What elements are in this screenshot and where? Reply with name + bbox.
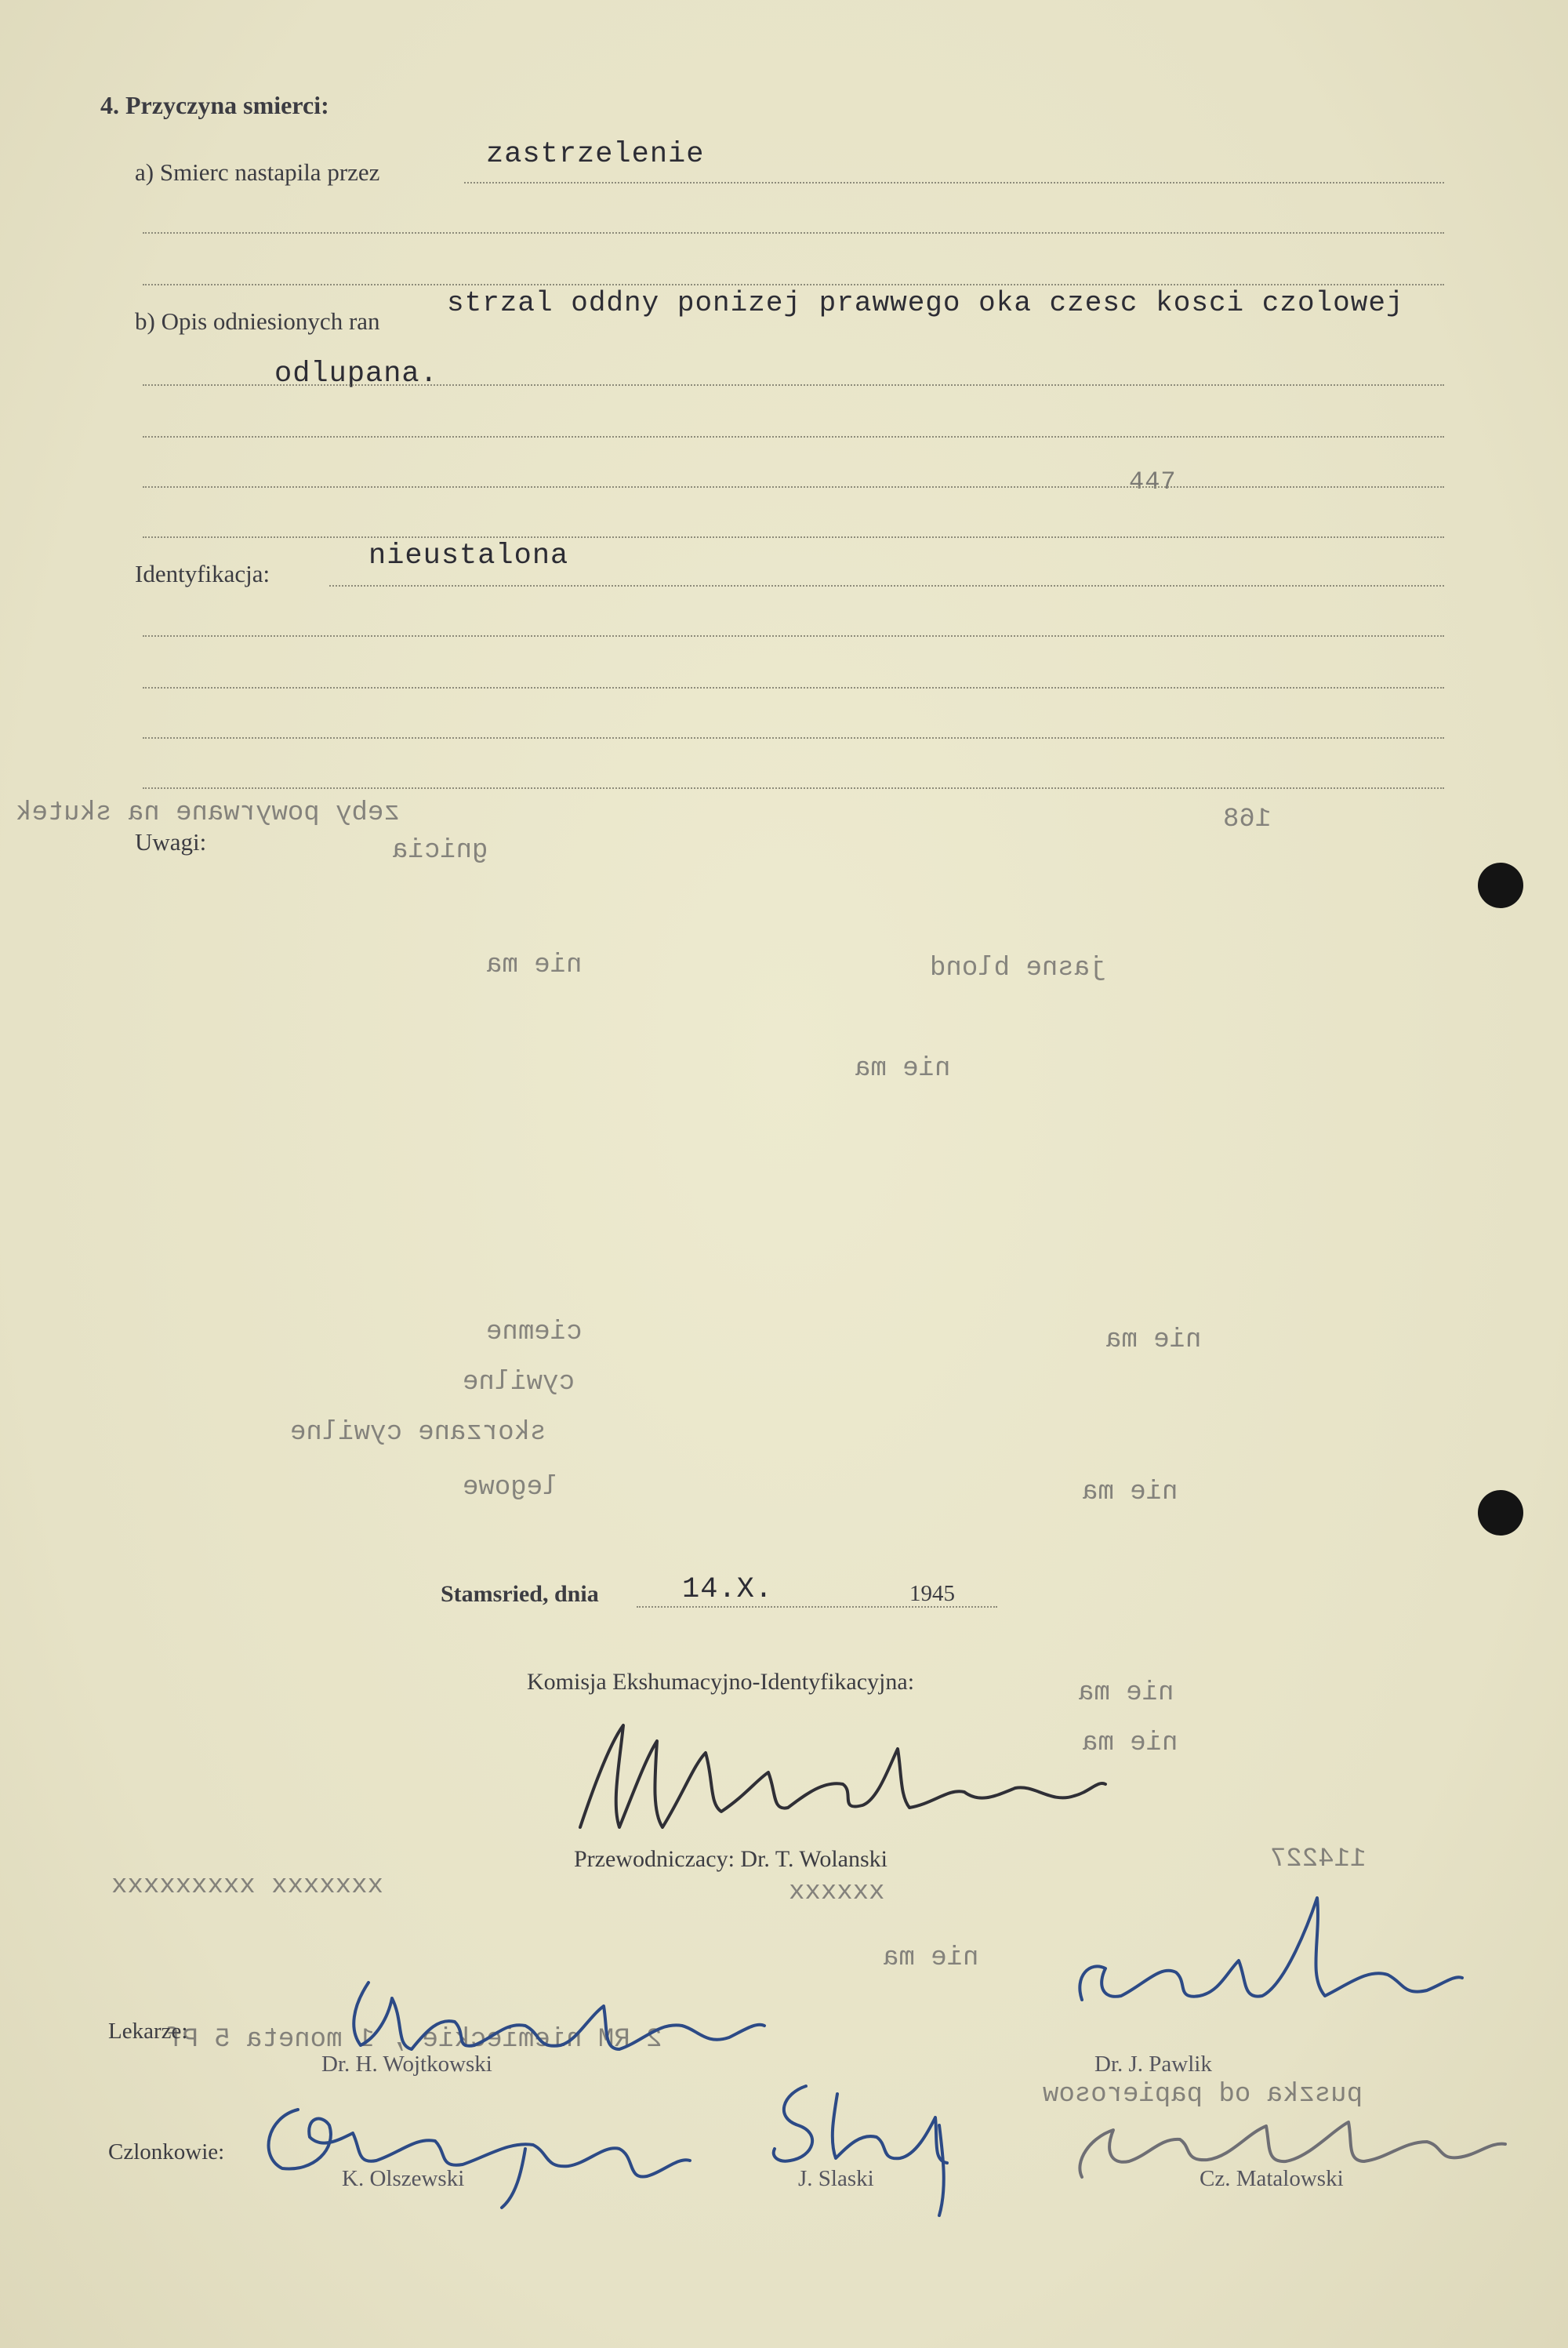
identification-label: Identyfikacja:	[135, 560, 270, 587]
margin-number-note: 447	[1129, 467, 1177, 496]
blank-line-3	[143, 436, 1444, 438]
doctor-2-signature	[1058, 1890, 1466, 2008]
doctor-2-name: Dr. J. Pawlik	[1094, 2052, 1212, 2077]
doctor-1-signature	[337, 1975, 776, 2061]
bleed-text-5b: nie ma	[1105, 1325, 1202, 1355]
punch-hole-top	[1478, 863, 1523, 908]
member-1-signature	[251, 2094, 721, 2212]
bleed-text-11a: xxxxxxx xxxxxxxxx	[111, 1871, 383, 1901]
cause-value: zastrzelenie	[486, 138, 705, 171]
bleed-text-4: nie ma	[855, 1054, 951, 1084]
cause-line	[464, 182, 1444, 184]
blank-line-5	[143, 536, 1444, 538]
doctor-1-name: Dr. H. Wojtkowski	[321, 2052, 492, 2077]
bleed-text-10: nie ma	[1082, 1728, 1178, 1758]
member-2-name: J. Slaski	[798, 2166, 874, 2191]
bleed-text-12: xxxxxx	[789, 1877, 885, 1907]
blank-line-8	[143, 737, 1444, 739]
punch-hole-bottom	[1478, 1490, 1523, 1536]
cause-label: a) Smierc nastapila przez	[135, 158, 380, 186]
bleed-text-3b: jasne blond	[930, 954, 1106, 983]
blank-line-4	[143, 486, 1444, 488]
bleed-text-14: 2 RM niemieckie , 1 moneta 5 Pf	[166, 2025, 662, 2055]
identification-value: nieustalona	[368, 540, 569, 572]
blank-line-6	[143, 635, 1444, 637]
blank-line-7	[143, 687, 1444, 689]
date-year: 1945	[909, 1581, 955, 1606]
bleed-text-9: nie ma	[1078, 1678, 1174, 1708]
member-3-name: Cz. Matalowski	[1200, 2166, 1344, 2191]
blank-line-9	[143, 787, 1444, 789]
member-1-name: K. Olszewski	[342, 2166, 465, 2191]
bleed-text-7: skorzane cywilne	[290, 1418, 546, 1448]
bleed-text-2: gnicia	[392, 836, 488, 866]
member-2-signature	[751, 2070, 986, 2219]
wounds-label: b) Opis odniesionych ran	[135, 307, 380, 335]
chairman-name: Przewodniczacy: Dr. T. Wolanski	[574, 1846, 887, 1872]
members-label: Czlonkowie:	[108, 2139, 225, 2164]
wounds-line-2	[143, 384, 1444, 386]
bleed-text-1: zeby powyrwane na skutek	[16, 798, 400, 828]
chairman-signature	[564, 1717, 1113, 1843]
section-heading: 4. Przyczyna smierci:	[100, 91, 329, 119]
wounds-value-line2: odlupana.	[274, 358, 438, 391]
bleed-text-15: puszka od papierosow	[1043, 2080, 1363, 2110]
bleed-text-13: nie ma	[883, 1943, 979, 1973]
bleed-text-3a: nie ma	[486, 950, 583, 980]
bleed-text-8a: legowe	[463, 1473, 559, 1503]
wounds-value-line1: strzal oddny ponizej prawwego oka czesc kosci czolowej	[447, 287, 1404, 319]
bleed-text-6: cywilne	[463, 1368, 575, 1398]
place-label: Stamsried, dnia	[441, 1581, 599, 1607]
blank-line-1	[143, 232, 1444, 234]
doctors-label: Lekarze:	[108, 2019, 188, 2044]
bleed-text-8b: nie ma	[1082, 1477, 1178, 1507]
date-value: 14.X.	[682, 1573, 774, 1606]
bleed-text-11b: 114227	[1270, 1845, 1367, 1874]
remarks-label: Uwagi:	[135, 828, 207, 856]
blank-line-2	[143, 284, 1444, 285]
commission-title: Komisja Ekshumacyjno-Identyfikacyjna:	[527, 1669, 915, 1695]
bleed-text-5a: ciemne	[486, 1318, 583, 1347]
identification-line	[329, 585, 1444, 587]
bleed-text-1-num: 168	[1223, 805, 1272, 834]
